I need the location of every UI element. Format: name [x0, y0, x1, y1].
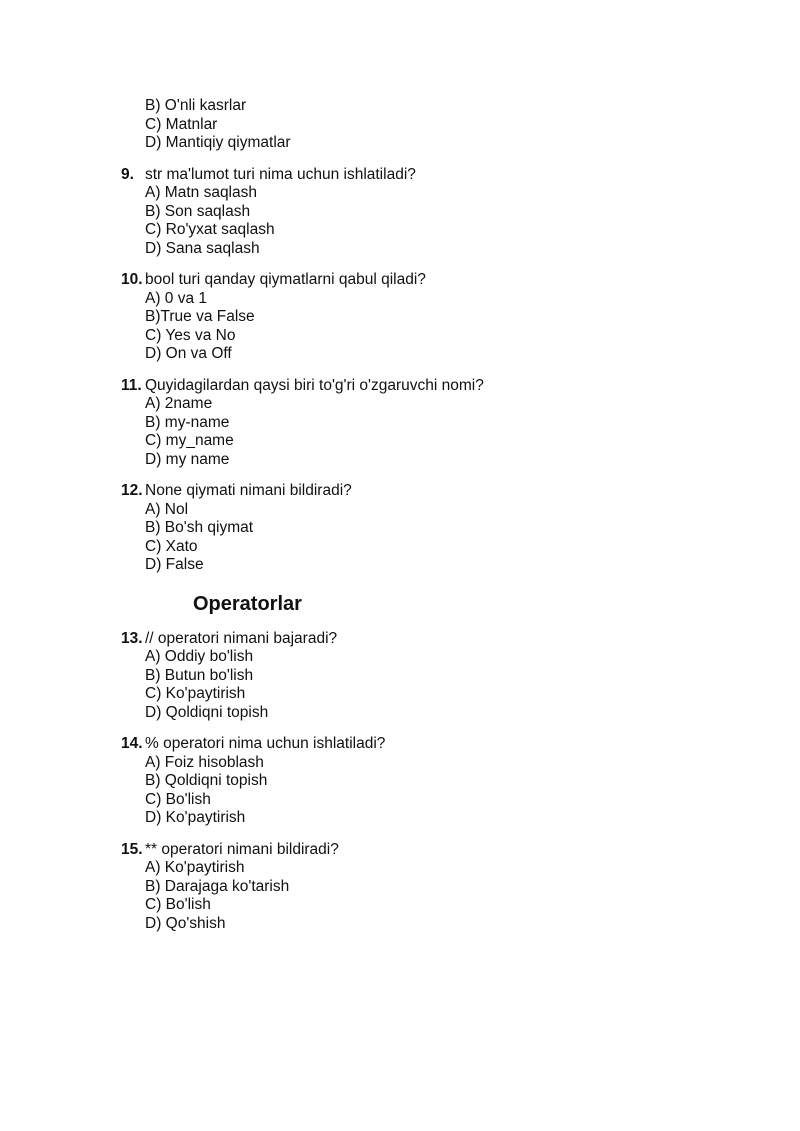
option: B) Bo'sh qiymat: [145, 519, 254, 536]
option: D) Qo'shish: [145, 914, 226, 932]
question-14: [0, 735, 800, 828]
option: C) Xato: [145, 537, 198, 555]
question-text: None qiymati nimani bildiradi?: [145, 482, 352, 499]
question-10: [0, 271, 800, 364]
option: C) Bo'lish: [145, 896, 211, 913]
question-text: Quyidagilardan qaysi biri to'g'ri o'zgaruvchi nomi?: [145, 376, 484, 394]
option: C) Yes va No: [145, 326, 236, 344]
question-number: 14.: [121, 735, 143, 752]
question-15: [0, 841, 800, 934]
option: D) my name: [145, 450, 230, 468]
carryover-options: [145, 0, 800, 153]
option: B) Son saqlash: [145, 202, 251, 220]
question-number: 12.: [121, 482, 143, 499]
option: B)True va False: [145, 308, 255, 325]
option: D) Sana saqlash: [145, 239, 260, 257]
option: C) Bo'lish: [145, 790, 211, 808]
option: C) Matnlar: [145, 115, 218, 133]
question-number: 9.: [121, 165, 134, 183]
option: D) Mantiqiy qiymatlar: [145, 134, 291, 151]
section-heading: Operatorlar: [193, 592, 302, 615]
question-9: [0, 166, 800, 259]
question-text: % operatori nima uchun ishlatiladi?: [145, 735, 386, 752]
question-number: 15.: [121, 840, 143, 858]
question-text: // operatori nimani bajaradi?: [145, 629, 338, 647]
question-number: 11.: [121, 376, 142, 394]
option: B) Darajaga ko'tarish: [145, 877, 290, 895]
option: C) Ro'yxat saqlash: [145, 221, 275, 238]
option: A) Foiz hisoblash: [145, 753, 264, 771]
option: A) Matn saqlash: [145, 184, 257, 201]
question-text: str ma'lumot turi nima uchun ishlatiladi?: [145, 165, 416, 183]
option: B) O'nli kasrlar: [145, 97, 247, 114]
option: A) Nol: [145, 500, 189, 518]
option: C) Ko'paytirish: [145, 685, 246, 702]
question-text: bool turi qanday qiymatlarni qabul qiladi?: [145, 271, 426, 288]
option: B) Butun bo'lish: [145, 666, 254, 684]
option: A) Oddiy bo'lish: [145, 648, 254, 665]
option: D) False: [145, 556, 204, 573]
question-number: 10.: [121, 271, 143, 288]
option: D) Ko'paytirish: [145, 809, 246, 826]
question-text: ** operatori nimani bildiradi?: [145, 840, 339, 858]
option: D) Qoldiqni topish: [145, 703, 269, 721]
option: D) On va Off: [145, 345, 232, 362]
question-11: [0, 377, 800, 470]
question-number: 13.: [121, 629, 143, 647]
option: A) Ko'paytirish: [145, 859, 245, 876]
option: A) 2name: [145, 395, 213, 412]
option: C) my_name: [145, 432, 234, 449]
question-12: [0, 482, 800, 575]
option: B) Qoldiqni topish: [145, 772, 268, 789]
option: B) my-name: [145, 413, 230, 431]
question-13: [0, 630, 800, 723]
option: A) 0 va 1: [145, 289, 208, 307]
